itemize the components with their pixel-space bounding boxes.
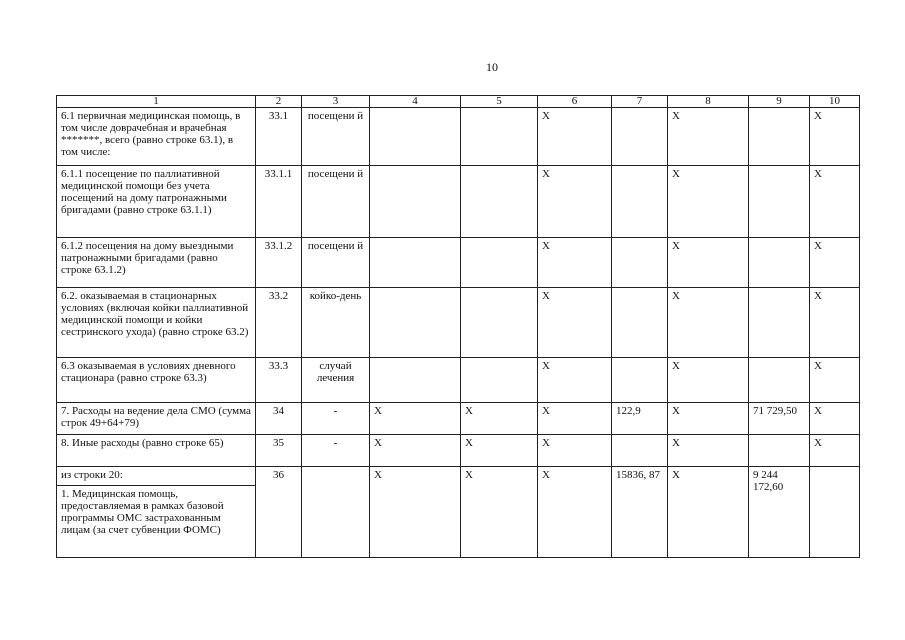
data-cell: X (810, 403, 860, 435)
unit-cell: случай лечения (302, 358, 370, 403)
unit-cell: - (302, 435, 370, 467)
row-code: 33.1.2 (256, 238, 302, 288)
data-cell (370, 288, 461, 358)
data-cell (370, 238, 461, 288)
data-cell (612, 435, 668, 467)
data-cell: X (668, 238, 749, 288)
column-header: 10 (810, 96, 860, 108)
data-cell (370, 166, 461, 238)
data-cell: X (668, 435, 749, 467)
data-cell: X (810, 238, 860, 288)
unit-cell: посещени й (302, 166, 370, 238)
row-code: 36 (256, 467, 302, 558)
column-header: 8 (668, 96, 749, 108)
data-cell: X (668, 108, 749, 166)
row-label: 6.1.1 посещение по паллиативной медицинской помощи без учета посещений на дому патронажными бригадами (равно строке 63.1.1) (57, 166, 256, 238)
row-label: 7. Расходы на ведение дела СМО (сумма строк 49+64+79) (57, 403, 256, 435)
data-cell (810, 467, 860, 558)
data-cell: X (461, 403, 538, 435)
data-cell: X (461, 435, 538, 467)
row-code: 33.1 (256, 108, 302, 166)
data-cell: X (668, 403, 749, 435)
data-cell (749, 288, 810, 358)
data-cell: X (668, 166, 749, 238)
data-cell: X (538, 467, 612, 558)
data-cell (749, 358, 810, 403)
data-cell: X (461, 467, 538, 558)
data-cell: X (370, 467, 461, 558)
row-code: 33.2 (256, 288, 302, 358)
data-cell (749, 238, 810, 288)
data-cell (370, 108, 461, 166)
data-cell: X (538, 166, 612, 238)
unit-cell: койко-день (302, 288, 370, 358)
data-cell (749, 435, 810, 467)
column-header: 4 (370, 96, 461, 108)
data-cell: X (810, 288, 860, 358)
table-row (57, 435, 860, 467)
data-cell: X (538, 435, 612, 467)
column-header: 9 (749, 96, 810, 108)
row-label: 6.1 первичная медицинская помощь, в том числе доврачебная и врачебная *******, всего (равно строке 63.1), в том числе: (57, 108, 256, 166)
page-number: 10 (486, 60, 498, 74)
data-cell (461, 108, 538, 166)
data-cell (612, 358, 668, 403)
unit-cell: посещени й (302, 108, 370, 166)
data-cell: X (668, 358, 749, 403)
data-cell: X (668, 467, 749, 558)
row-code: 33.1.1 (256, 166, 302, 238)
data-cell (749, 108, 810, 166)
data-cell (370, 358, 461, 403)
table-row (57, 358, 860, 403)
data-cell: X (538, 288, 612, 358)
row-code: 34 (256, 403, 302, 435)
row-code: 33.3 (256, 358, 302, 403)
data-cell: X (810, 108, 860, 166)
data-cell: 15836, 87 (612, 467, 668, 558)
column-header: 3 (302, 96, 370, 108)
row-label: 6.3 оказываемая в условиях дневного стационара (равно строке 63.3) (57, 358, 256, 403)
data-cell: 71 729,50 (749, 403, 810, 435)
table-row (57, 403, 860, 435)
data-cell (612, 288, 668, 358)
row-code: 35 (256, 435, 302, 467)
unit-cell: - (302, 403, 370, 435)
column-header: 1 (57, 96, 256, 108)
data-cell: X (538, 403, 612, 435)
table-row (57, 467, 860, 486)
row-label: из строки 20: (57, 467, 256, 486)
column-header: 7 (612, 96, 668, 108)
column-header: 6 (538, 96, 612, 108)
report-table (56, 95, 860, 558)
column-header: 2 (256, 96, 302, 108)
data-cell: X (370, 403, 461, 435)
row-label: 8. Иные расходы (равно строке 65) (57, 435, 256, 467)
row-label: 1. Медицинская помощь, предоставляемая в рамках базовой программы ОМС застрахованным лицам (за счет субвенции ФОМС) (57, 486, 256, 558)
table-row (57, 238, 860, 288)
column-number-row (57, 96, 860, 108)
data-cell (749, 166, 810, 238)
data-cell (461, 358, 538, 403)
data-cell (461, 288, 538, 358)
data-cell: 9 244 172,60 (749, 467, 810, 558)
data-cell: X (810, 166, 860, 238)
data-cell: 122,9 (612, 403, 668, 435)
table-row (57, 288, 860, 358)
data-cell (461, 238, 538, 288)
table-row (57, 108, 860, 166)
data-cell: X (370, 435, 461, 467)
data-cell: X (538, 358, 612, 403)
data-cell (612, 238, 668, 288)
data-cell (612, 166, 668, 238)
data-cell: X (810, 435, 860, 467)
data-cell: X (810, 358, 860, 403)
unit-cell: посещени й (302, 238, 370, 288)
row-label: 6.1.2 посещения на дому выездными патронажными бригадами (равно строке 63.1.2) (57, 238, 256, 288)
data-cell: X (668, 288, 749, 358)
data-cell: X (538, 238, 612, 288)
unit-cell (302, 467, 370, 558)
table-row (57, 166, 860, 238)
column-header: 5 (461, 96, 538, 108)
data-cell (461, 166, 538, 238)
data-cell (612, 108, 668, 166)
row-label: 6.2. оказываемая в стационарных условиях (включая койки паллиативной медицинской помощи и койки сестринского ухода) (равно строке 63.2) (57, 288, 256, 358)
data-cell: X (538, 108, 612, 166)
